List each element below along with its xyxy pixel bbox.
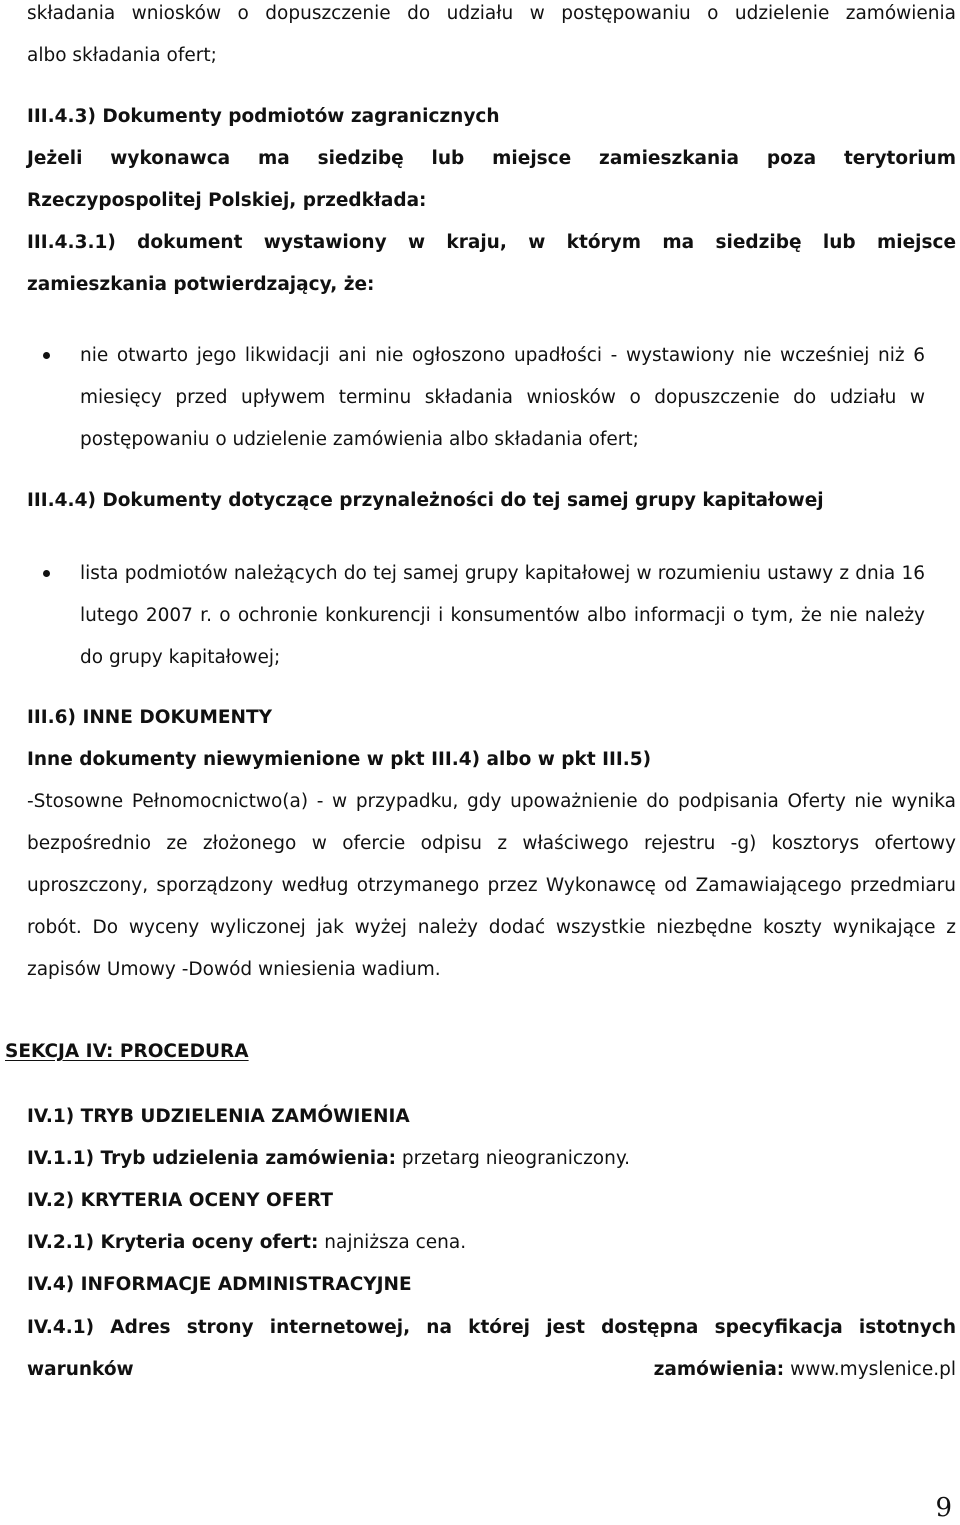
field-label: IV.2.1) Kryteria oceny ofert: <box>27 1232 319 1253</box>
section-heading: III.4.4) Dokumenty dotyczące przynależności do tej samej grupy kapitałowej <box>27 490 824 511</box>
procedure-line <box>27 1147 630 1171</box>
text-line: Rzeczypospolitej Polskiej, przedkłada: <box>27 190 427 211</box>
page-number: 9 <box>935 1493 952 1523</box>
website-link[interactable]: www.myslenice.pl <box>784 1359 956 1380</box>
paragraph-line: uproszczony, sporządzony według otrzymanego przez Wykonawcę od Zamawiającego przedmiaru <box>27 875 956 896</box>
field-value: najniższa cena. <box>318 1232 467 1253</box>
section-heading: III.6) INNE DOKUMENTY <box>27 707 273 728</box>
list-item-line: do grupy kapitałowej; <box>80 647 281 668</box>
section-subheading: Inne dokumenty niewymienione w pkt III.4) albo w pkt III.5) <box>27 749 652 770</box>
criteria-line <box>27 1231 466 1255</box>
section-title: SEKCJA IV: PROCEDURA <box>5 1041 249 1062</box>
section-heading: IV.4) INFORMACJE ADMINISTRACYJNE <box>27 1274 412 1295</box>
list-item-line: lista podmiotów należących do tej samej grupy kapitałowej w rozumieniu ustawy z dnia 16 <box>80 563 925 584</box>
section-heading: IV.1) TRYB UDZIELENIA ZAMÓWIENIA <box>27 1106 410 1127</box>
list-item-line: lutego 2007 r. o ochronie konkurencji i konsumentów albo informacji o tym, że nie należy <box>80 605 925 626</box>
text-line: zamieszkania potwierdzający, że: <box>27 274 375 295</box>
website-line <box>27 1358 956 1382</box>
text-line: Jeżeli wykonawca ma siedzibę lub miejsce zamieszkania poza terytorium <box>27 148 956 169</box>
list-item-line: nie otwarto jego likwidacji ani nie ogłoszono upadłości - wystawiony nie wcześniej niż 6 <box>80 345 925 366</box>
text-line: IV.4.1) Adres strony internetowej, na której jest dostępna specyfikacja istotnych <box>27 1317 956 1338</box>
paragraph-line: -Stosowne Pełnomocnictwo(a) - w przypadku, gdy upoważnienie do podpisania Oferty nie wynika <box>27 791 956 812</box>
paragraph-line: zapisów Umowy -Dowód wniesienia wadium. <box>27 959 441 980</box>
paragraph-line: bezpośrednio ze złożonego w ofercie odpisu z właściwego rejestru -g) kosztorys ofertowy <box>27 833 956 854</box>
text-fragment: warunków <box>27 1359 134 1380</box>
list-item-line: miesięcy przed upływem terminu składania wniosków o dopuszczenie do udziału w <box>80 387 925 408</box>
text-line: albo składania ofert; <box>27 45 217 66</box>
field-label: IV.1.1) Tryb udzielenia zamówienia: <box>27 1148 396 1169</box>
text-line: składania wniosków o dopuszczenie do udziału w postępowaniu o udzielenie zamówienia <box>27 3 956 24</box>
website-field <box>654 1358 956 1382</box>
bullet-icon <box>43 352 50 359</box>
list-item-line: postępowaniu o udzielenie zamówienia albo składania ofert; <box>80 429 639 450</box>
section-heading: III.4.3) Dokumenty podmiotów zagranicznych <box>27 106 500 127</box>
bullet-icon <box>43 570 50 577</box>
field-label: zamówienia: <box>653 1359 785 1380</box>
text-line: III.4.3.1) dokument wystawiony w kraju, w którym ma siedzibę lub miejsce <box>27 232 956 253</box>
section-heading: IV.2) KRYTERIA OCENY OFERT <box>27 1190 334 1211</box>
paragraph-line: robót. Do wyceny wyliczonej jak wyżej należy dodać wszystkie niezbędne koszty wynikające z <box>27 917 956 938</box>
field-value: przetarg nieograniczony. <box>395 1148 631 1169</box>
